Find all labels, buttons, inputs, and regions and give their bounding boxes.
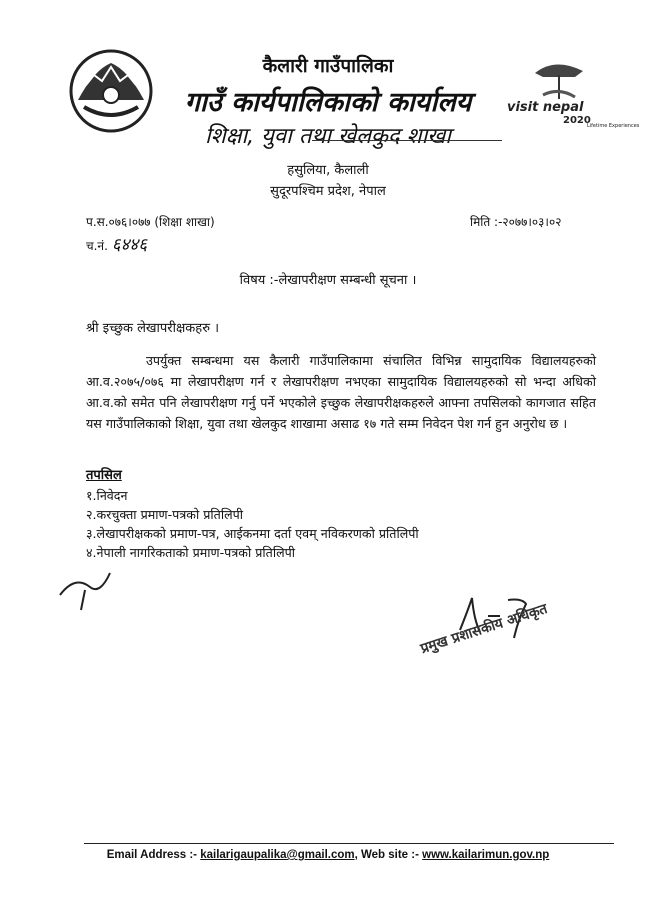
letter-body: उपर्युक्त सम्बन्धमा यस कैलारी गाउँपालिकामा संचालित विभिन्न सामुदायिक विद्यालयहरुको आ.व.२०७५/०७६ मा लेखापरीक्षण गर्न र लेखापरीक्षण नभएका सामुदायिक विद्यालयहरुको सो भन्दा अधिको आ.व.को समेत पनि लेखापरीक्षण गर्नु पर्ने भएकोले इच्छुक लेखापरीक्षकहरुले आफ्ना तपसिलको कागजात सहित यस गाउँपालिकाको शिक्षा, युवा तथा खेलकुद शाखामा असाढ १७ गते सम्म निवेदन पेश गर्न हुन अनुरोध छ । xyxy=(86,353,596,431)
visit-nepal-year: 2020 xyxy=(563,115,591,126)
tapasil-list xyxy=(86,486,419,562)
municipality-name: कैलारी गाउँपालिका xyxy=(262,55,394,77)
branch-name: शिक्षा, युवा तथा खेलकुद शाखा xyxy=(205,124,451,149)
header-underline xyxy=(312,140,502,141)
address-line-2: सुदूरपश्चिम प्रदेश, नेपाल xyxy=(270,184,386,199)
tapasil-item: १.निवेदन xyxy=(86,488,128,503)
email-link[interactable]: kailarigaupalika@gmail.com xyxy=(200,849,355,861)
dispatch-label: च.नं. xyxy=(86,239,108,253)
visit-nepal-brand: visit nepal xyxy=(507,100,584,115)
website-link[interactable]: www.kailarimun.gov.np xyxy=(422,849,550,861)
dispatch-number-row xyxy=(86,232,147,255)
reference-number: प.स.०७६।०७७ (शिक्षा शाखा) xyxy=(86,215,215,229)
dispatch-number: ६४४६ xyxy=(111,235,148,255)
office-name: गाउँ कार्यपालिकाको कार्यालय xyxy=(184,87,472,118)
address-line-1: हसुलिया, कैलाली xyxy=(287,163,369,178)
tapasil-item: ३.लेखापरीक्षकको प्रमाण-पत्र, आईकनमा दर्ता एवम् नविकरणको प्रतिलिपी xyxy=(86,526,419,541)
footer-divider xyxy=(84,843,614,844)
email-label: Email Address :- xyxy=(106,849,198,861)
footer-contact xyxy=(0,849,656,861)
web-label: , Web site :- xyxy=(354,849,419,861)
handwritten-initials-left xyxy=(55,565,125,615)
letter-subject: विषय :-लेखापरीक्षण सम्बन्धी सूचना । xyxy=(239,273,417,288)
officer-stamp: प्रमुख प्रशासकीय अधिकृत xyxy=(418,601,550,658)
salutation: श्री इच्छुक लेखापरीक्षकहरु । xyxy=(86,321,220,336)
letter-date: मिति :-२०७७।०३।०२ xyxy=(470,215,562,229)
tapasil-heading: तपसिल xyxy=(86,468,122,483)
visit-nepal-tagline: Lifetime Experiences xyxy=(587,123,640,129)
tapasil-item: ४.नेपाली नागरिकताको प्रमाण-पत्रको प्रतिलिपी xyxy=(86,545,296,560)
tapasil-item: २.करचुक्ता प्रमाण-पत्रको प्रतिलिपी xyxy=(86,507,244,522)
